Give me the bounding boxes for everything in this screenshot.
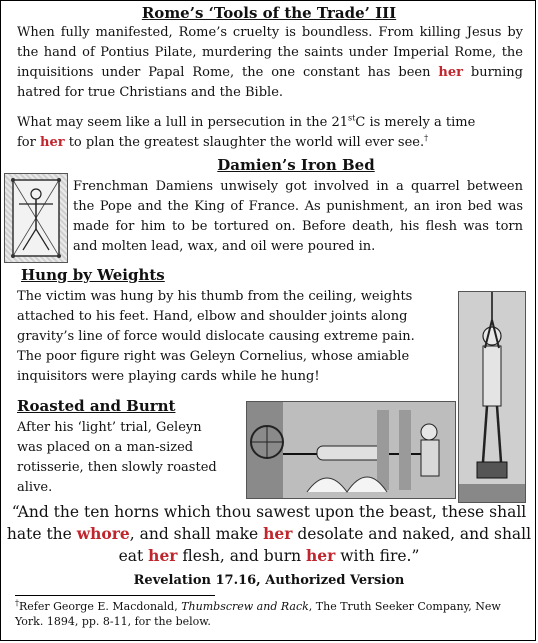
book-title: Thumbscrew and Rack	[181, 600, 309, 613]
intro-text: C is merely a time	[355, 115, 476, 130]
quote-text: hate the	[6, 525, 77, 543]
intro-text: When fully manifested, Rome’s cruelty is boundless. From killing Jesus by the hand of Pontius Pilate, murdering the saints under Imperial Rome, the inquisitions under Papal Rome, the one constant has been	[17, 25, 523, 80]
footnote-divider	[15, 595, 215, 596]
whore-emphasis: whore	[76, 524, 130, 543]
footnote-line-2: York. 1894, pp. 8-11, for the below.	[15, 615, 211, 628]
footnote-text: Refer George E. Macdonald,	[19, 600, 182, 613]
her-emphasis: her	[40, 135, 65, 150]
text-line: inquisitors were playing cards while he hung!	[17, 369, 320, 384]
hung-by-weights-text	[17, 287, 415, 387]
intro-text: to plan the greatest slaughter the world will ever see.	[64, 135, 425, 150]
intro-text: burning hatred for true Christians and the Bible.	[17, 65, 524, 100]
intro-text: for	[17, 135, 40, 150]
footnote-marker: †	[424, 133, 429, 143]
text-line: The victim was hung by his thumb from the ceiling, weights	[17, 289, 413, 304]
scripture-quote	[1, 502, 537, 567]
her-emphasis: her	[263, 524, 293, 543]
footnote	[15, 599, 527, 629]
quote-line	[1, 523, 537, 545]
section-title-hung-by-weights: Hung by Weights	[21, 266, 165, 284]
quote-citation: Revelation 17.16, Authorized Version	[133, 573, 405, 588]
footnote-line-1	[15, 599, 527, 614]
text-line: was placed on a man-sized	[17, 440, 194, 455]
quote-text: eat	[118, 547, 149, 565]
text-line: After his ‘light’ trial, Geleyn	[17, 420, 202, 435]
intro-text: What may seem like a lull in persecution in the 21	[17, 115, 349, 130]
text-line: The poor figure right was Geleyn Cornelius, whose amiable	[17, 349, 410, 364]
quote-text: with fire.”	[335, 547, 420, 565]
iron-bed-image	[4, 173, 68, 263]
main-title: Rome’s ‘Tools of the Trade’ III	[141, 4, 397, 22]
quote-text: desolate and naked, and shall	[292, 525, 532, 543]
text-line: alive.	[17, 480, 53, 495]
hanging-man-engraving-icon	[459, 292, 525, 502]
section-title-roasted-and-burnt: Roasted and Burnt	[17, 397, 176, 415]
quote-text: , and shall make	[129, 525, 264, 543]
section-title-iron-bed: Damien’s Iron Bed	[217, 156, 375, 174]
text-line: attached to his feet. Hand, elbow and shoulder joints along	[17, 309, 408, 324]
iron-bed-engraving-icon	[5, 174, 67, 262]
text-line: gravity’s line of force would dislocate causing extreme pain.	[17, 329, 415, 344]
her-emphasis: her	[306, 546, 336, 565]
her-emphasis: her	[148, 546, 178, 565]
rotisserie-engraving-icon	[247, 402, 455, 498]
intro-paragraph-2-line-2	[17, 133, 428, 153]
intro-paragraph-1	[17, 23, 523, 103]
intro-paragraph-2-line-1	[17, 113, 475, 133]
rotisserie-image	[246, 401, 456, 499]
quote-text: flesh, and burn	[177, 547, 307, 565]
hanging-man-image	[458, 291, 526, 503]
quote-line	[1, 545, 537, 567]
text-line: rotisserie, then slowly roasted	[17, 460, 217, 475]
roasted-and-burnt-text	[17, 418, 217, 498]
her-emphasis: her	[438, 65, 463, 80]
footnote-marker: †	[15, 598, 19, 608]
quote-line: “And the ten horns which thou sawest upon the beast, these shall	[11, 503, 527, 521]
iron-bed-text: Frenchman Damiens unwisely got involved in a quarrel between the Pope and the King of France. As punishment, an iron bed was made for him to be tortured on. Before death, his flesh was torn and molten lead, wax, and oil were poured in.	[73, 179, 523, 254]
footnote-text: , The Truth Seeker Company, New	[308, 600, 501, 613]
superscript: st	[348, 113, 356, 123]
